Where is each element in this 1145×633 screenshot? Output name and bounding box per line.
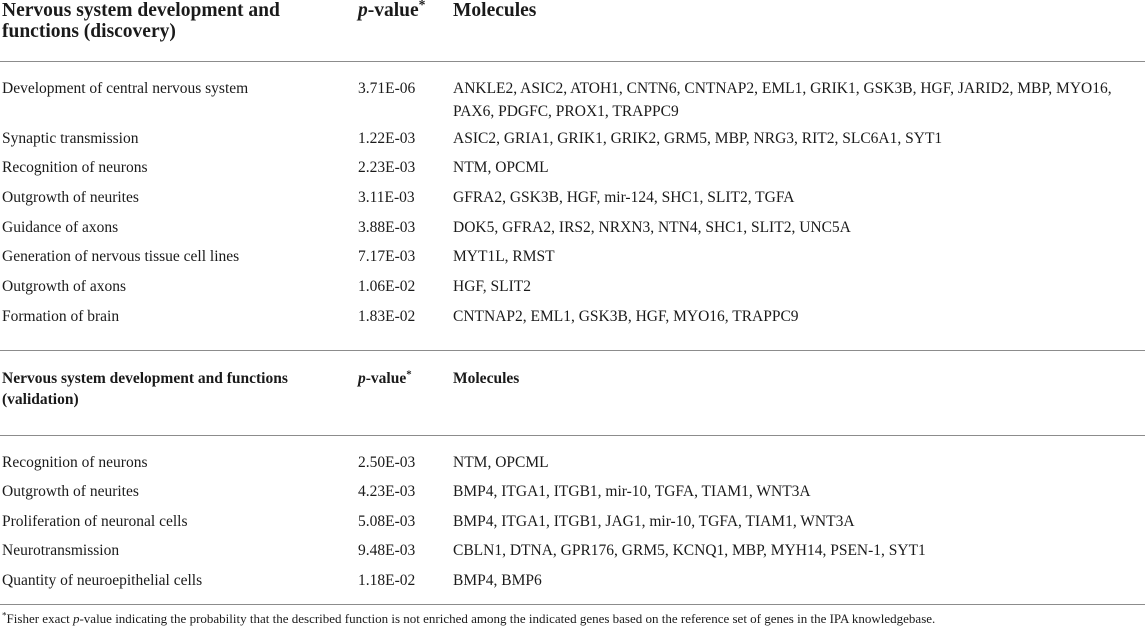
footnote-divider bbox=[0, 604, 1145, 605]
section-divider bbox=[0, 350, 1145, 351]
discovery-molecules-header: Molecules bbox=[453, 0, 537, 21]
validation-molecules-header: Molecules bbox=[453, 370, 520, 387]
discovery-function-header: Nervous system development and functions (discovery) bbox=[2, 0, 280, 42]
validation-function-header: Nervous system development and functions (validation) bbox=[2, 370, 288, 408]
header-divider bbox=[0, 61, 1145, 62]
table-footnote: *Fisher exact p-value indicating the probability that the described function is not enriched among the indicated genes based on the reference set of genes in the IPA knowledgebase. bbox=[2, 610, 936, 626]
header-divider bbox=[0, 435, 1145, 436]
validation-pvalue-header: p-value* bbox=[358, 368, 412, 387]
discovery-pvalue-header: p-value* bbox=[358, 0, 426, 21]
